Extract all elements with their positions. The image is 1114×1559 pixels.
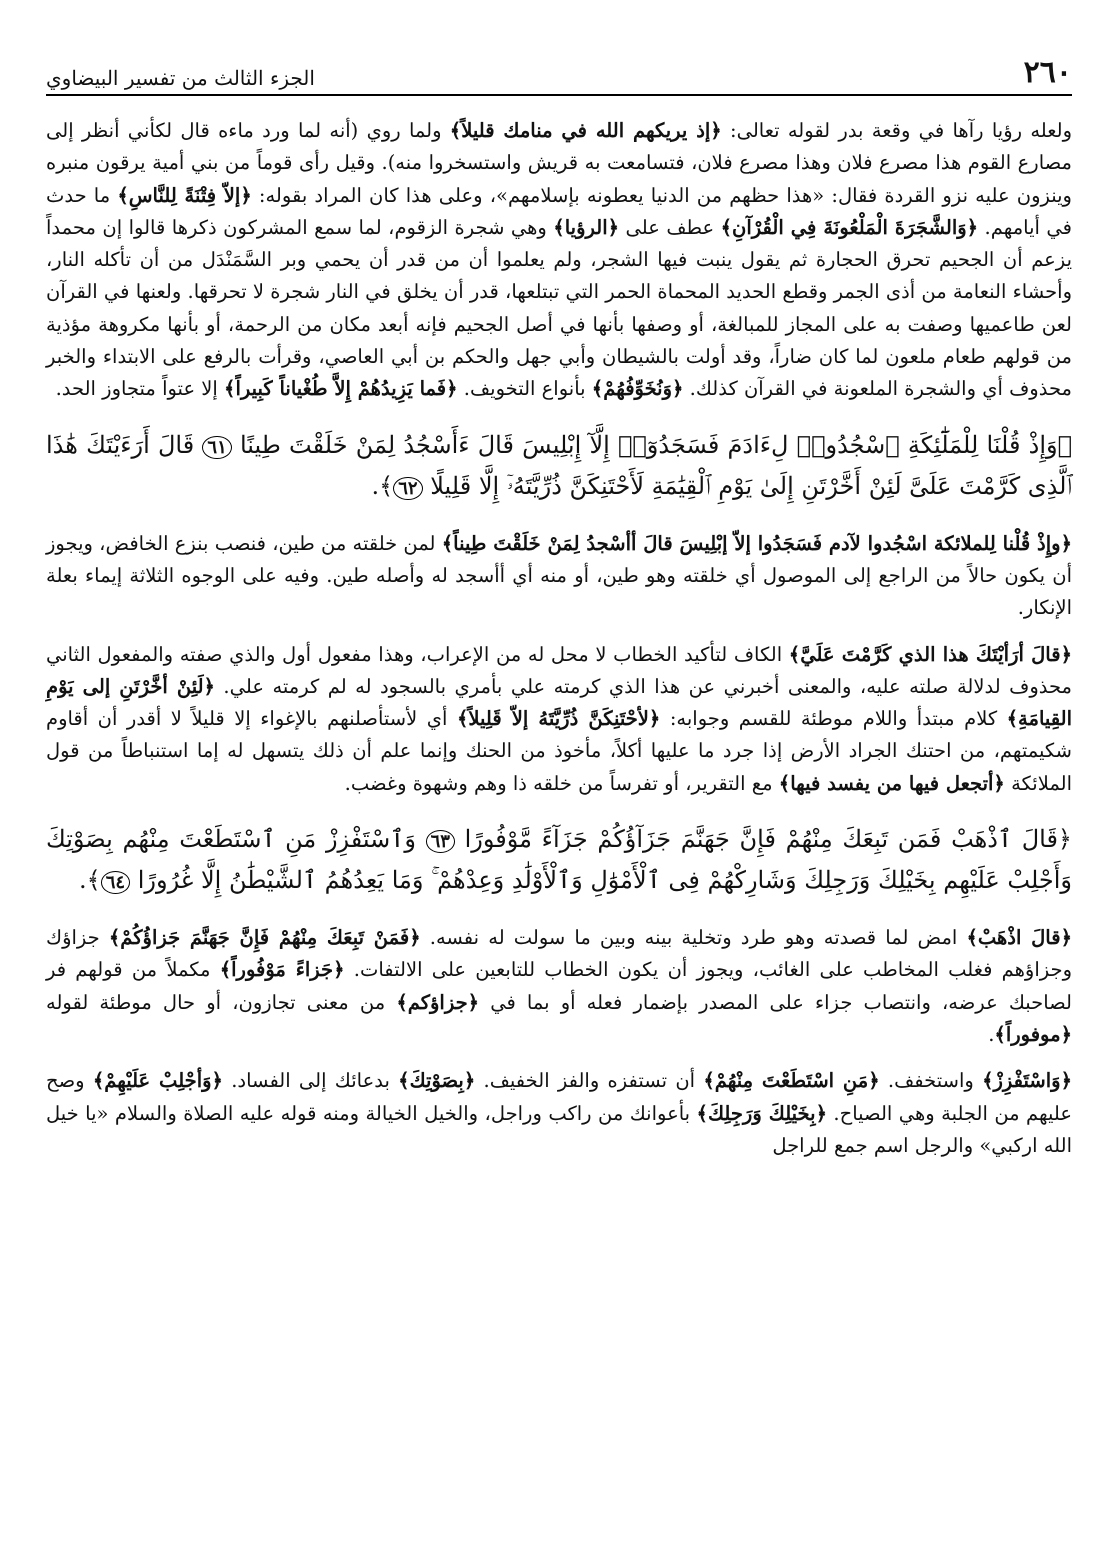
verse-text: ﴾. [79,866,101,895]
page-header [46,56,1072,96]
verse-text: قَالَ أَرَءَيْتَكَ هَٰذَا ٱلَّذِى كَرَّمْتَ عَلَىَّ لَئِنْ أَخَّرْتَنِ إِلَىٰ يَوْمِ ٱلْقِيَٰمَةِ لَأَحْتَنِكَنَّ ذُرِّيَّتَهُۥٓ إِلَّا قَلِيلًا [46,430,1072,500]
quoted-verse: ﴿فَما يَزِيدُهُمْ إِلاَّ طُغْياناً كَبِيراً﴾ [224,377,458,401]
commentary-text: وصح عليهم من الجلبة وهي الصياح. [46,1069,1072,1125]
quoted-verse: ﴿إذ يريكهم الله في منامك قليلاً﴾ [449,119,722,142]
quoted-verse: ﴿فَمَنْ تَبِعَكَ مِنْهُمْ فَإِنَّ جَهَنَّمَ جَزاؤُكُمْ﴾ [108,926,421,950]
quran-verse-block-1 [46,426,1072,508]
commentary-text: كلام مبتدأ واللام موطئة للقسم وجوابه: [660,707,1007,731]
quran-verse-block-2 [46,820,1072,902]
commentary-paragraph-5 [46,1065,1072,1162]
quoted-verse: ﴿موفوراً﴾ [994,1022,1072,1046]
quoted-verse: ﴿بِصَوْتِكَ﴾ [398,1069,476,1093]
quoted-verse: ﴿إلاّ فِتْنَةً لِلنَّاسِ﴾ [117,183,252,207]
commentary-paragraph-2 [46,528,1072,625]
commentary-text: مكملاً من قولهم فر لصاحبك عرضه، وانتصاب جزاء على المصدر بإضمار فعله أو بما في [46,958,1073,1014]
verse-number-marker: ٦١ [202,436,231,459]
quoted-verse: ﴿وَنُخَوِّفُهُمْ﴾ [591,377,684,401]
commentary-text: امض لما قصدته وهو طرد وتخلية بينه وبين ما سولت له نفسه. [420,926,967,950]
verse-number-marker: ٦٣ [426,830,455,853]
page-body [46,115,1072,1162]
commentary-text: ولما روي (أنه لما ورد ماءه قال لكأني أنظر إلى مصارع القوم هذا مصرع فلان وهذا مصرع فلان، فتسامعت به قريش واستسخروا منه). وقيل رأى قوماً من بني أمية يرقون منبره وينزون عليه نزو القردة فقال: «هذا حظهم من الدنيا يعطونه بإسلامهم»، وعلى هذا كان المراد بقوله: [46,119,1072,207]
commentary-text: أن تستفزه والفز الخفيف. [475,1069,704,1093]
verse-text: ﴾. [371,471,394,500]
commentary-text: بدعائك إلى الفساد. [222,1069,399,1093]
quoted-verse: ﴿الرؤيا﴾ [553,215,620,239]
page-number: ٢٦٠ [1023,55,1072,90]
commentary-text: جزاؤك وجزاؤهم فغلب المخاطب على الغائب، ويجوز أن يكون الخطاب للتابعين على الالتفات. [46,926,1072,982]
commentary-text: من معنى تجازون، أو حال موطئة لقوله [46,990,397,1014]
verse-number-marker: ٦٢ [393,477,422,500]
verse-number-marker: ٦٤ [101,871,130,894]
quoted-verse: ﴿لَئِنْ أخَّرْتَنِ إلى يَوْمِ القِيامَةِ﴾ [46,674,1072,731]
quoted-verse: ﴿لأحْتَنِكَنَّ ذُرِّيَّتَهُ إلاّ قَلِيلاً﴾ [456,707,661,731]
commentary-text: . [988,1022,995,1046]
commentary-text: عطف على [619,215,721,239]
quoted-verse: ﴿وَالشَّجَرَةَ الْمَلْعُونَةَ فِي الْقُرْآنِ﴾ [720,215,979,239]
verse-text: وَٱسْتَفْزِزْ مَنِ ٱسْتَطَعْتَ مِنْهُم بِصَوْتِكَ وَأَجْلِبْ عَلَيْهِم بِخَيْلِكَ وَرَجِلِكَ وَشَارِكْهُمْ فِى ٱلْأَمْوَٰلِ وَٱلْأَوْلَٰدِ وَعِدْهُمْ ۚ وَمَا يَعِدُهُمُ ٱلشَّيْطَٰنُ إِلَّا غُرُورًا [46,825,1072,895]
quoted-verse: ﴿مَنِ اسْتَطَعْتَ مِنْهُمْ﴾ [703,1069,880,1093]
verse-text: ﴿وَإِذْ قُلْنَا لِلْمَلَٰٓئِكَةِ ٱسْجُدُوا۟ لِءَادَمَ فَسَجَدُوٓا۟ إِلَّآ إِبْلِيسَ قَالَ ءَأَسْجُدُ لِمَنْ خَلَقْتَ طِينًا [239,430,1072,459]
running-title: الجزء الثالث من تفسير البيضاوي [46,66,315,90]
quoted-verse: ﴿أتجعل فيها من يفسد فيها﴾ [778,771,1005,795]
quoted-verse: ﴿جزاؤكم﴾ [396,990,480,1014]
commentary-text: لمن خلقته من طين، فنصب بنزع الخافض، ويجوز أن يكون حالاً من الراجع إلى الموصول أي خلقته وهو طين، أو منه أي أأسجد له وأصله طين. وفيه على الوجوه الثلاثة إيماء بعلة الإنكار. [46,531,1072,620]
commentary-text: مع التقرير، أو تفرساً من خلقه ذا وهم وشهوة وغضب. [344,771,779,795]
quoted-verse: ﴿وَاسْتَفْزِزْ﴾ [982,1069,1073,1093]
commentary-text: وهي شجرة الزقوم، لما سمع المشركون ذكرها قالوا إن محمداً يزعم أن الجحيم تحرق الحجارة ثم يقول ينبت فيها الشجر، ولم يعلموا أن من قدر أن يحمي وبر السَّمَنْدَل من أن تأكله النار، وأحشاء النعامة من أذى الجمر وقطع الحديد المحماة الحمر التي تبتلعها، قدر أن يخلق في النار شجرة لا تحرقها. ولعنها في القرآن لعن طاعميها وصفت به على المجاز للمبالغة، أو وصفها بأنها في أصل الجحيم فإنه أبعد مكان من الرحمة، أو بأنها مكروهة مؤذية من قولهم طعام ملعون لما كان ضاراً، وقد أولت بالشيطان وأبي جهل والحكم بن أبي العاصي، وقرأت بالرفع على الابتداء والخبر محذوف أي والشجرة الملعونة في القرآن كذلك. [46,215,1072,401]
commentary-text: بأعوانك من راكب وراجل، والخيل الخيالة ومنه قوله عليه الصلاة والسلام «يا خيل الله اركبي» والرجل اسم جمع للراجل [46,1101,1072,1157]
quoted-verse: ﴿وَأجْلِبْ عَلَيْهِمْ﴾ [92,1069,223,1093]
commentary-text: أي لأستأصلنهم بالإغواء إلا قليلاً لا أقدر أن أقاوم شكيمتهم، من احتنك الجراد الأرض إذا جرد ما عليها أكلاً، مأخوذ من الحنك وإنما علم أن ذلك يتسهل له إما استنباطاً من قول الملائكة [46,707,1073,795]
quoted-verse: ﴿وإِذْ قُلْنا لِلملائكة اسْجُدوا لآدم فَسَجَدُوا إلاّ إبْلِيسَ قالَ أأسْجدُ لِمَنْ خَلَقْتَ طِيناً﴾ [441,531,1072,555]
commentary-paragraph-4 [46,922,1072,1051]
commentary-paragraph-1 [46,115,1072,406]
commentary-text: الكاف لتأكيد الخطاب لا محل له من الإعراب، وهذا مفعول أول والذي صفته والمفعول الثاني محذوف لدلالة صلته عليه، والمعنى أخبرني عن هذا الذي كرمته علي بأمري بالسجود له لم كرمته علي. [46,642,1072,698]
quoted-verse: ﴿بِخَيْلِكَ وَرَجِلِكَ﴾ [696,1101,827,1125]
commentary-text: ولعله رؤيا رآها في وقعة بدر لقوله تعالى: [721,119,1072,142]
commentary-text: بأنواع التخويف. [457,377,592,401]
commentary-text: إلا عتواً متجاوز الحد. [55,377,225,401]
quoted-verse: ﴿قالَ أرَأيْتَكَ هذا الذي كَرَّمْتَ عَلَيَّ﴾ [788,642,1072,666]
quoted-verse: ﴿قالَ اذْهَبْ﴾ [966,926,1072,950]
quoted-verse: ﴿جَزاءً مَوْفُوراً﴾ [219,958,345,982]
commentary-text: ما حدث في أيامهم. [46,183,1072,239]
verse-text: ﴿قَالَ ٱذْهَبْ فَمَن تَبِعَكَ مِنْهُمْ فَإِنَّ جَهَنَّمَ جَزَآؤُكُمْ جَزَآءً مَّوْفُورًا [464,825,1072,854]
commentary-paragraph-3 [46,639,1072,800]
commentary-text: واستخفف. [879,1069,983,1093]
